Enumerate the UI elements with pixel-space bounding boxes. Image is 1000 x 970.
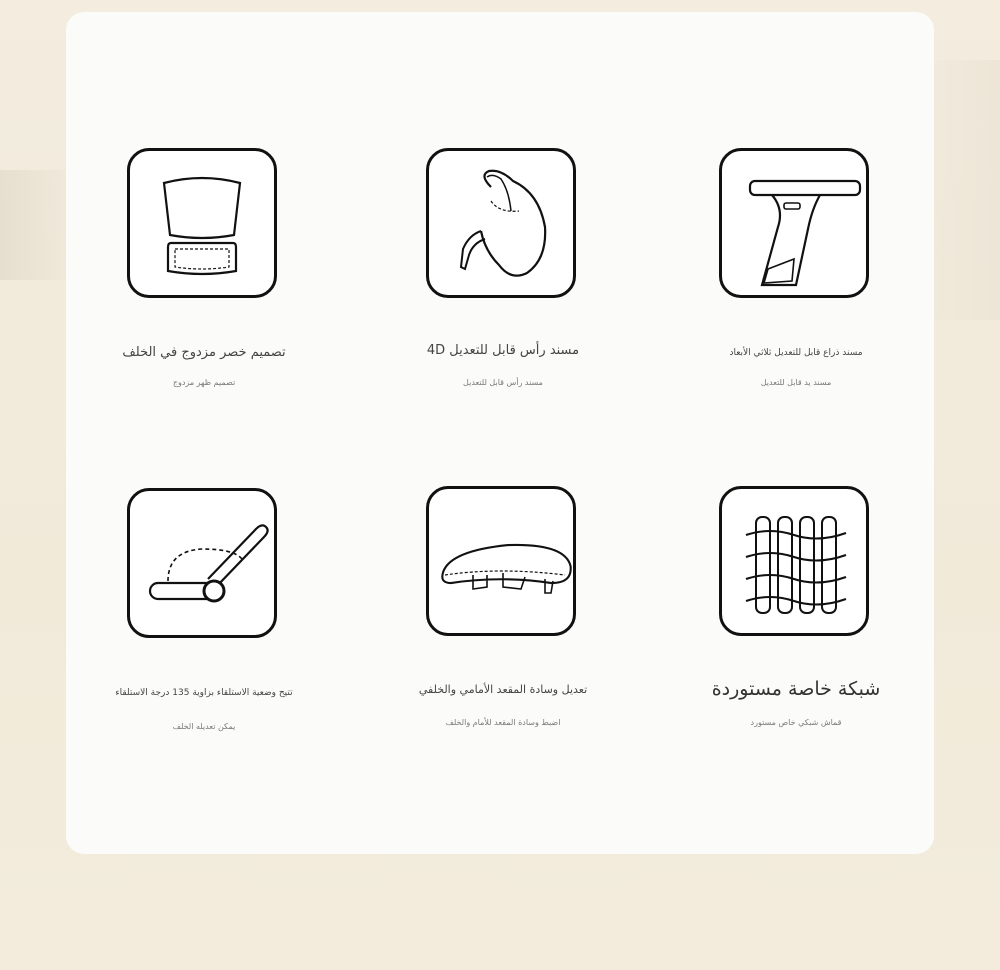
feature-title: شبكة خاصة مستوردة bbox=[711, 678, 881, 700]
imported-mesh-icon bbox=[719, 486, 869, 636]
feature-title: مسند ذراع قابل للتعديل ثلاثي الأبعاد bbox=[729, 348, 863, 358]
feature-subtitle: مسند رأس قابل للتعديل bbox=[463, 378, 543, 387]
features-panel bbox=[66, 12, 934, 854]
feature-title: تصميم خصر مزدوج في الخلف bbox=[122, 345, 286, 360]
adjustable-armrest-icon bbox=[719, 148, 869, 298]
seat-cushion-slide-icon bbox=[426, 486, 576, 636]
feature-title: مسند رأس قابل للتعديل 4D bbox=[426, 343, 580, 358]
feature-subtitle: يمكن تعديله الخلف bbox=[172, 722, 236, 731]
feature-title: تتيح وضعية الاستلقاء بزاوية 135 درجة الاستلقاء bbox=[115, 688, 293, 698]
feature-subtitle: قماش شبكي خاص مستورد bbox=[750, 718, 842, 727]
feature-title: تعديل وسادة المقعد الأمامي والخلفي bbox=[418, 683, 588, 696]
feature-subtitle: مسند يد قابل للتعديل bbox=[760, 378, 832, 387]
feature-subtitle: تصميم ظهر مزدوج bbox=[172, 378, 236, 387]
recline-angle-icon bbox=[127, 488, 277, 638]
feature-subtitle: اضبط وسادة المقعد للأمام والخلف bbox=[445, 718, 561, 727]
adjustable-headrest-icon bbox=[426, 148, 576, 298]
dual-waist-backrest-icon bbox=[127, 148, 277, 298]
